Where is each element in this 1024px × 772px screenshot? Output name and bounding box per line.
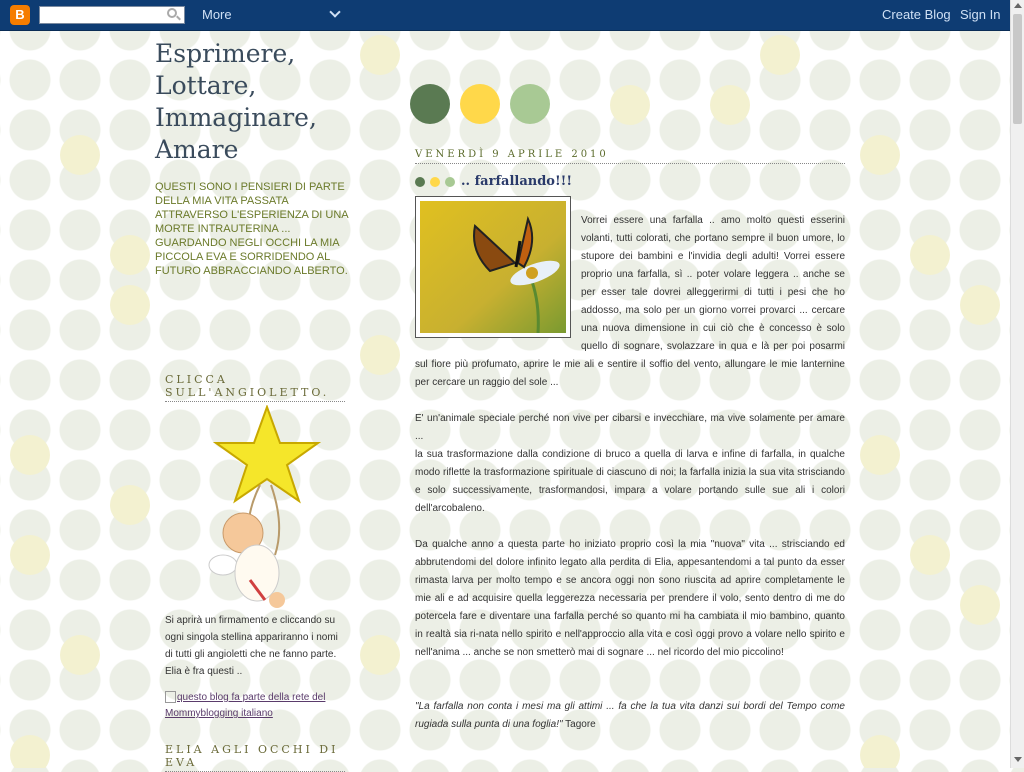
widget-angel-text: Si aprirà un firmamento e cliccando su ogni singola stellina appariranno i nomi di tutti gli angioletti che ne fanno parte. Elia è fra questi .. xyxy=(165,615,338,677)
chevron-down-icon[interactable] xyxy=(329,6,340,17)
sidebar xyxy=(155,38,355,278)
broken-image-icon xyxy=(165,691,176,703)
widget-title-elia: ELIA AGLI OCCHI DI EVA xyxy=(165,743,345,772)
header-circle-yellow xyxy=(460,84,500,124)
post-paragraph-2b: la sua trasformazione dalla condizione di bruco a quella di larva e infine di farfalla, in qualche modo riflette la trasformazione spirituale di ciascuno di noi; la farfalla inizia la sua vita strisciando e solo successivamente, trasformandosi, impara a volare portando sulle sue ali i colori dell'arcobaleno. xyxy=(415,449,845,514)
search-icon[interactable] xyxy=(167,8,177,18)
scroll-down-arrow-icon[interactable] xyxy=(1014,757,1022,762)
more-menu[interactable]: More xyxy=(202,7,232,22)
angel-body xyxy=(235,545,279,601)
butterfly-image[interactable] xyxy=(415,196,571,338)
quote-author: Tagore xyxy=(565,719,596,730)
quote-text: "La farfalla non conta i mesi ma gli attimi ... fa che la tua vita danzi sui bordi del Tempo come rugiada sulla punta di una foglia!" xyxy=(415,701,845,730)
angel-foot xyxy=(269,592,285,608)
blogger-navbar xyxy=(0,0,1010,31)
sign-in-link[interactable]: Sign In xyxy=(960,7,1001,22)
bullet-dot-icon xyxy=(415,177,425,187)
post-date: VENERDÌ 9 APRILE 2010 xyxy=(415,149,845,164)
post-paragraph-1: Vorrei essere una farfalla .. amo molto questi esserini volanti, tutti colorati, che portano sempre il buon umore, lo stupore dei bambini e l'invidia degli adulti! Vorrei essere proprio una farfalla, sì .. poter volare leggera .. anche se per esser tale dovrei alleggerirmi di tutti i pesi che ho addosso, ma solo per un giorno vorrei provarci ... cercare una nuova dimensione in cui ciò che è concesso è solo quello di sognare, svolazzare in qua e là per poi posarmi sul fiore più profumato, aprire le mie ali e sentire il soffio del vento, allungare le mie lanternine per cercare un raggio del sole ... xyxy=(415,215,845,388)
mommyblogging-link[interactable] xyxy=(165,690,350,722)
angel-wing xyxy=(209,555,237,575)
post-paragraph-3: Da qualche anno a questa parte ho iniziato proprio così la mia "nuova" vita ... strisciando ed abbrutendomi del dolore infinito legato alla perdita di Elia, appesantendomi a tal punto da esser rimasta larva per molto tempo e se ancora oggi non sono riuscita ad aprire completamente le mie ali e ad acquisire quella leggerezza necessaria per prendere il volo, sento dentro di me do potercela fare e diventare una farfalla perché so quanto mi ha cambiata il mio bambino, quanto in realtà sia ri-nata nello spirito e nell'approccio alla vita e così oggi provo a volare nello spirito e nell'anima ... anche se non smetterò mai di sognare ... nel ricordo del mio piccolino! xyxy=(415,539,845,658)
bullet-dot-icon xyxy=(445,177,455,187)
blog-title[interactable]: Esprimere, Lottare, Immaginare, Amare xyxy=(155,39,317,164)
butterfly-picture xyxy=(420,201,566,333)
post-body xyxy=(415,194,845,752)
search-input[interactable] xyxy=(39,6,185,24)
page-scrollbar[interactable] xyxy=(1010,0,1024,768)
blog-description: QUESTI SONO I PENSIERI DI PARTE DELLA MIA VITA PASSATA ATTRAVERSO L'ESPERIENZA DI UNA MORTE INTRAUTERINA ... GUARDANDO NEGLI OCCHI LA MIA PICCOLA EVA E SORRIDENDO AL FUTURO ABBRACCIANDO ALBERTO. xyxy=(155,181,349,277)
post-paragraph-2a: E' un'animale speciale perché non vive per cibarsi e invecchiare, ma vive solamente per amare ... xyxy=(415,413,845,442)
star-shape xyxy=(216,407,318,501)
angel-star-image[interactable] xyxy=(205,405,330,615)
post-quote xyxy=(415,698,845,734)
header-circle-light-green xyxy=(510,84,550,124)
string-line-2 xyxy=(271,485,279,555)
header-circle-dark-green xyxy=(410,84,450,124)
post-title[interactable]: .. farfallando!!! xyxy=(461,174,573,189)
scroll-up-arrow-icon[interactable] xyxy=(1014,3,1022,8)
bullet-dot-icon xyxy=(430,177,440,187)
create-blog-link[interactable]: Create Blog xyxy=(882,7,951,22)
mommyblogging-link-text[interactable]: questo blog fa parte della rete del Mommyblogging italiano xyxy=(165,692,326,719)
widget-title-angel: CLICCA SULL'ANGIOLETTO. xyxy=(165,373,345,402)
scroll-thumb[interactable] xyxy=(1013,14,1022,124)
blogger-logo-icon[interactable]: B xyxy=(10,5,30,25)
flower-center xyxy=(526,267,538,279)
